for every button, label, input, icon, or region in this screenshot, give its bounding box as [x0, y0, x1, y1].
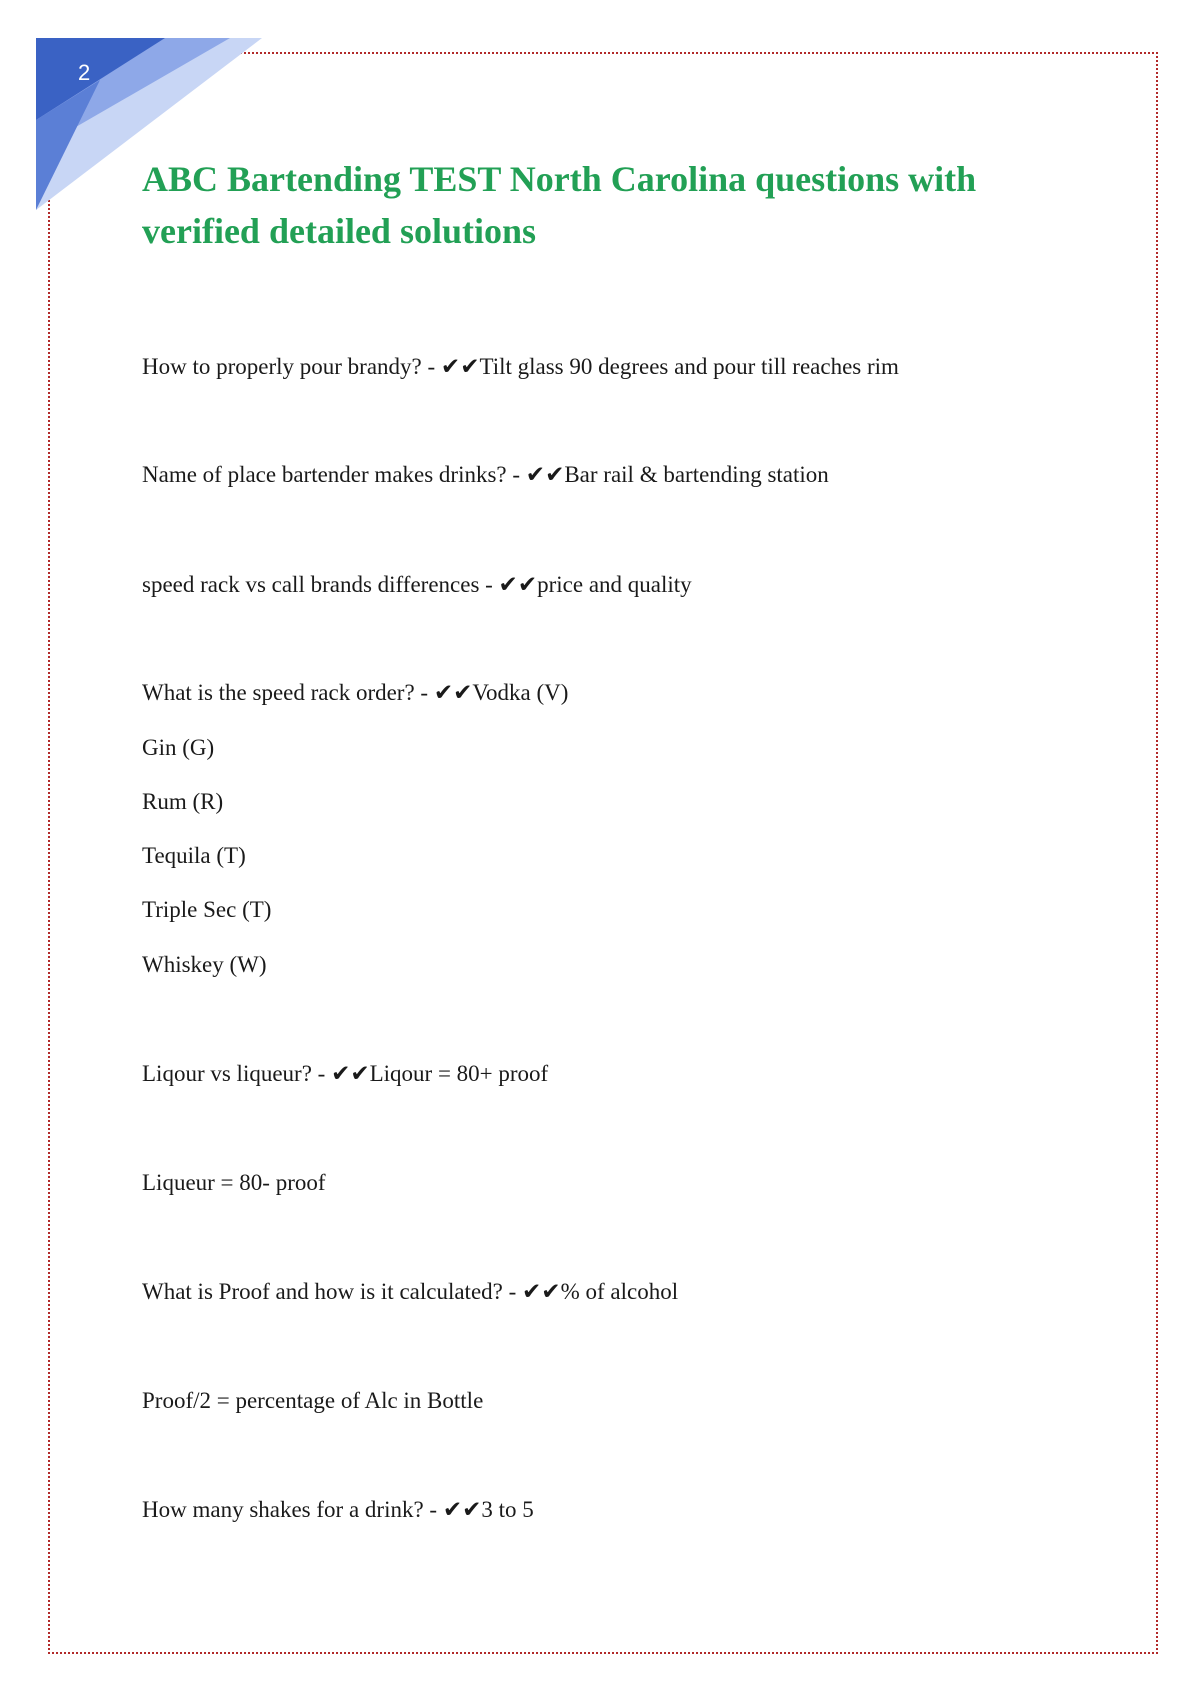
qa-line: What is Proof and how is it calculated? - ✔✔% of alcohol	[142, 1279, 679, 1304]
qa-line: Tequila (T)	[142, 843, 246, 868]
qa-line: Whiskey (W)	[142, 952, 267, 977]
qa-line: How many shakes for a drink? - ✔✔3 to 5	[142, 1497, 534, 1522]
qa-line: Gin (G)	[142, 735, 215, 760]
qa-line: Liqueur = 80- proof	[142, 1170, 326, 1195]
qa-line: What is the speed rack order? - ✔✔Vodka (V)	[142, 680, 569, 705]
page-number: 2	[78, 60, 91, 85]
document-title: ABC Bartending TEST North Carolina questions with verified detailed solutions	[142, 159, 977, 251]
qa-line: Rum (R)	[142, 789, 224, 814]
qa-line: Name of place bartender makes drinks? - ✔✔Bar rail & bartending station	[142, 462, 829, 487]
qa-line: Triple Sec (T)	[142, 897, 272, 922]
qa-line: Liqour vs liqueur? - ✔✔Liqour = 80+ proof	[142, 1061, 549, 1086]
qa-line: How to properly pour brandy? - ✔✔Tilt glass 90 degrees and pour till reaches rim	[142, 354, 899, 379]
qa-line: speed rack vs call brands differences - ✔✔price and quality	[142, 572, 692, 597]
qa-line: Proof/2 = percentage of Alc in Bottle	[142, 1388, 484, 1413]
